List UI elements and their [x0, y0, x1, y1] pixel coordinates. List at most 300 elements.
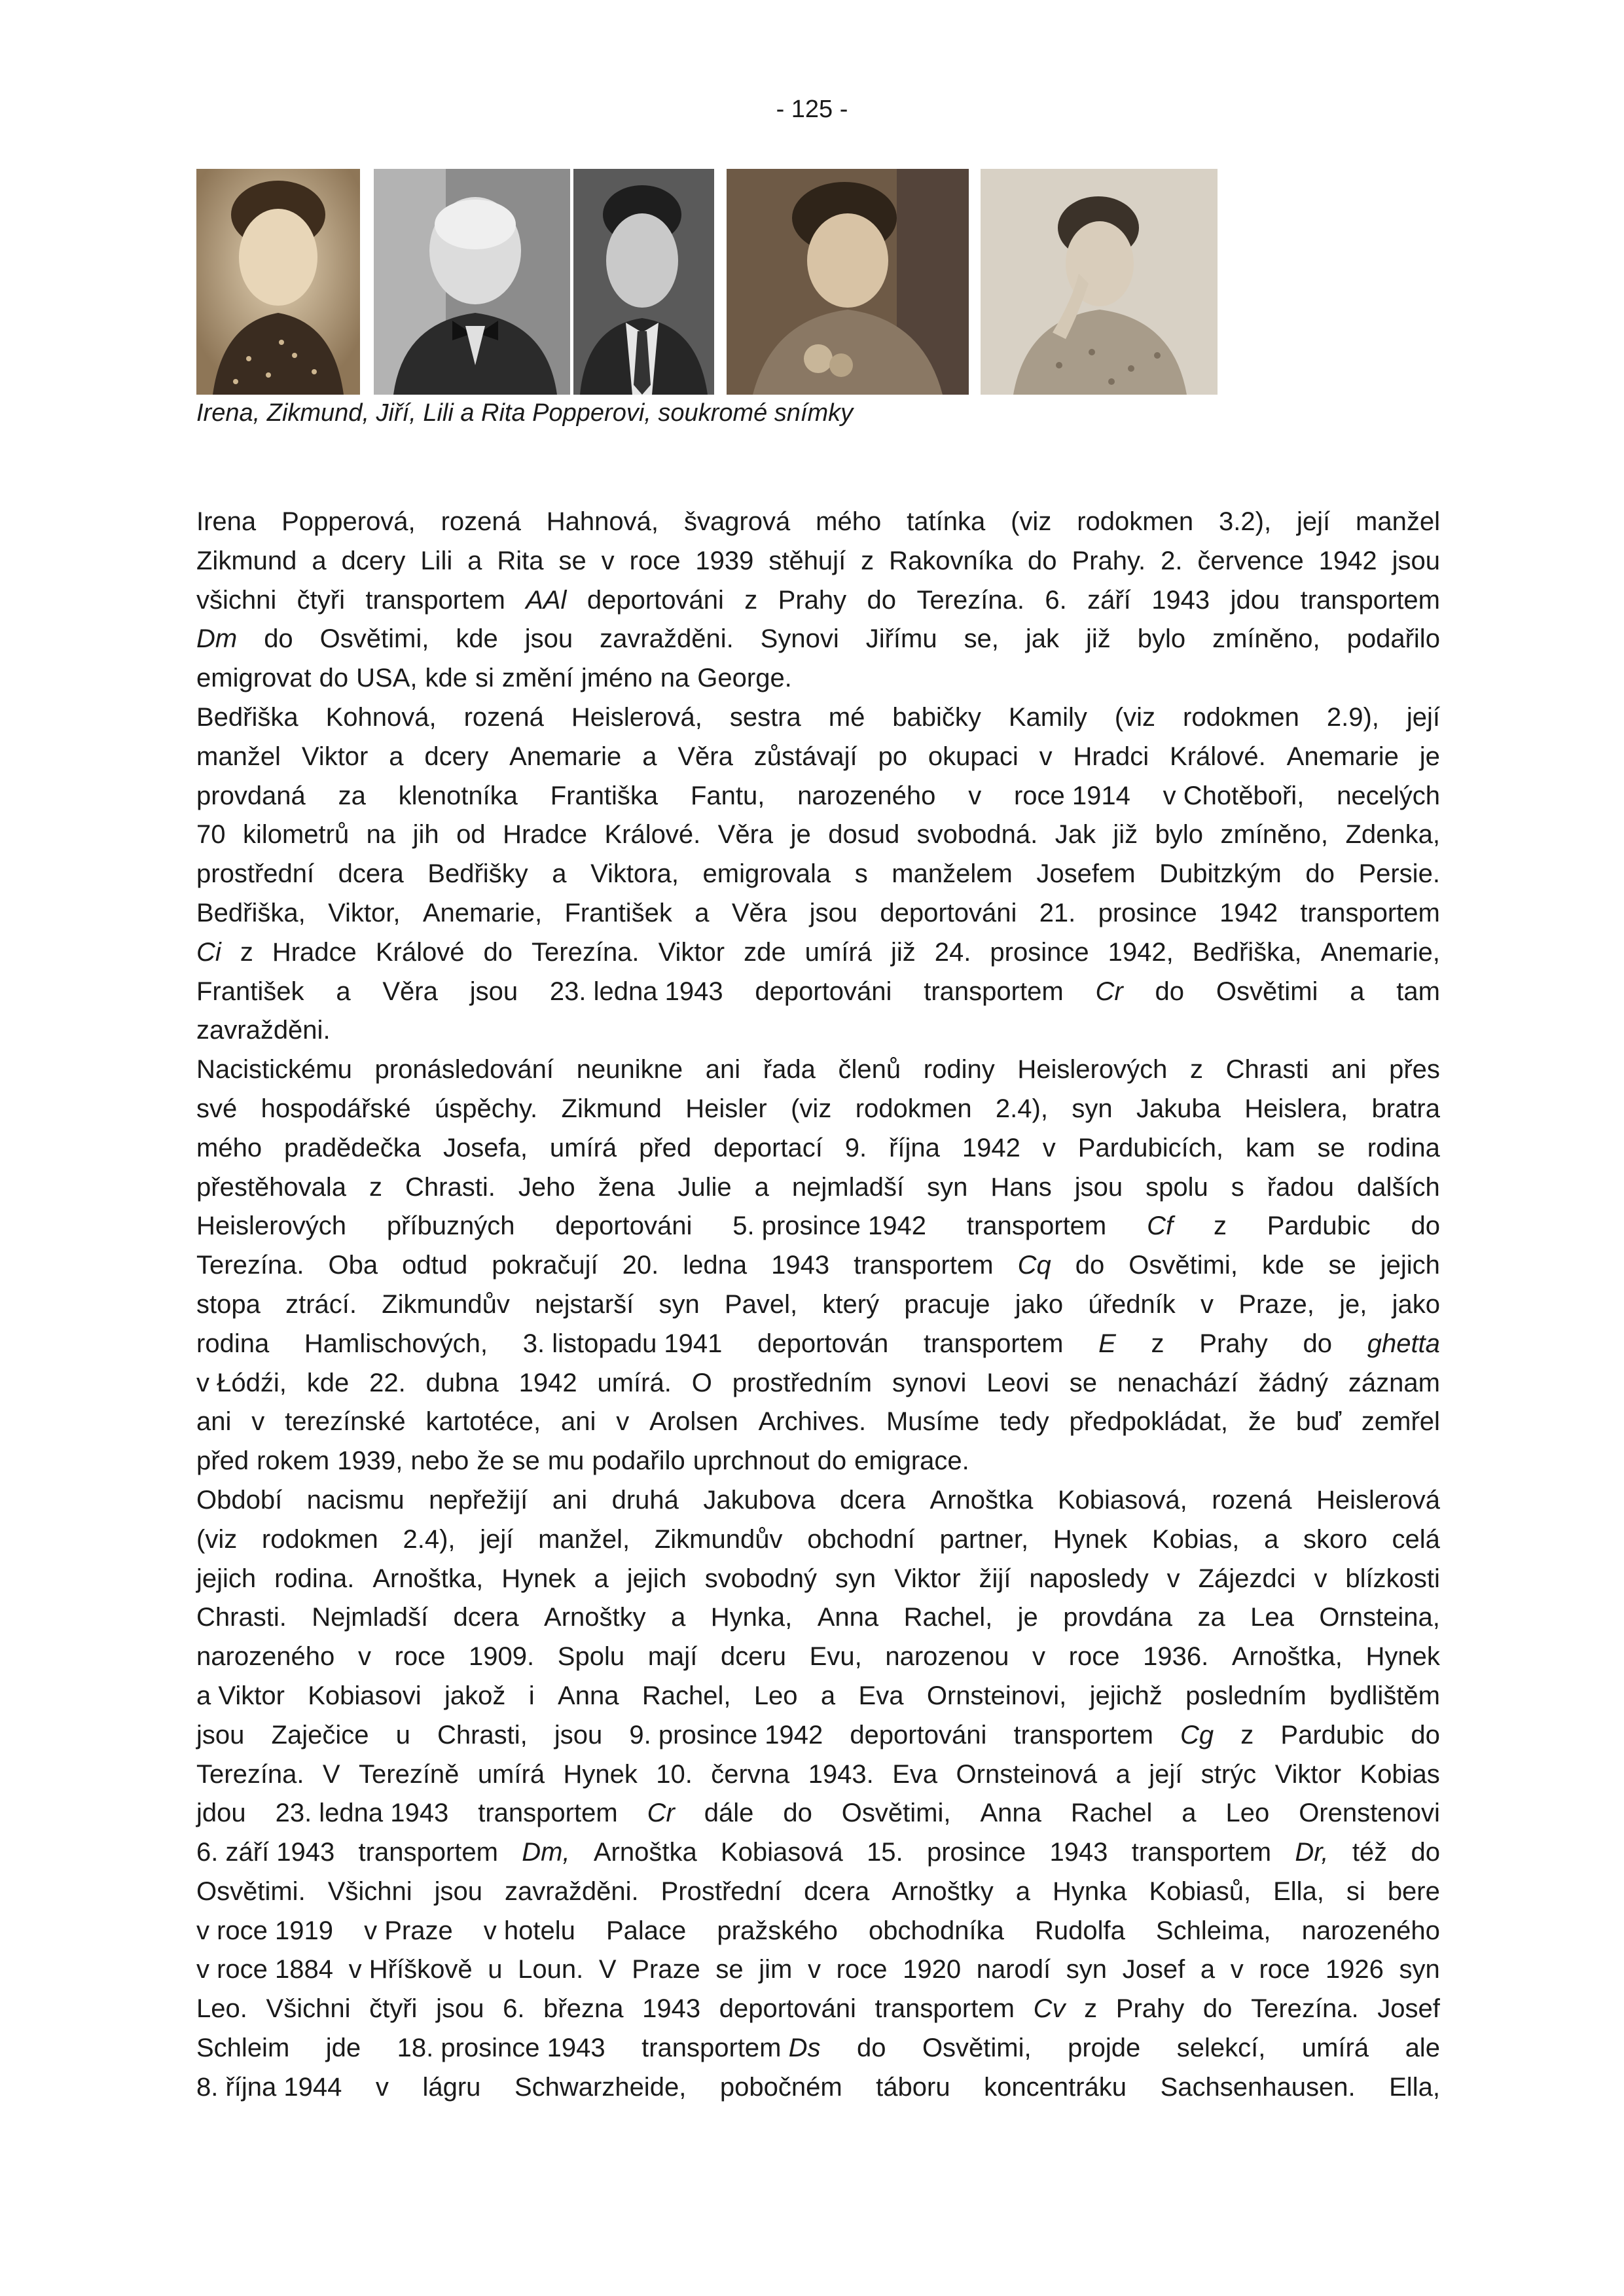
word: z	[1151, 1329, 1164, 1358]
word: Bedřiška,	[1192, 937, 1302, 967]
text-line	[196, 1638, 1440, 1677]
word: Hynek	[1053, 1524, 1128, 1554]
word: do	[1075, 1251, 1105, 1280]
word: Arolsen	[649, 1407, 738, 1437]
word: 24.	[934, 937, 971, 967]
word: Heislerová	[1316, 1485, 1440, 1515]
word: a	[1200, 1955, 1216, 1984]
word: Fantu,	[690, 781, 765, 810]
text-line	[196, 1560, 1440, 1599]
word: je,	[1339, 1289, 1367, 1319]
word: v Hříškově	[348, 1955, 473, 1984]
word: do	[1411, 1211, 1440, 1241]
word: a	[389, 742, 404, 771]
word: hospodářské	[261, 1094, 411, 1123]
text-line	[196, 1403, 1440, 1442]
word: Ella,	[1273, 1876, 1324, 1906]
word: a	[1115, 1759, 1130, 1789]
word: Ci	[196, 937, 221, 967]
word: s	[854, 859, 868, 889]
word: zemřel	[1361, 1407, 1440, 1437]
word: řada	[763, 1055, 816, 1085]
word: úspěchy.	[435, 1094, 538, 1123]
word: pronásledování	[374, 1055, 554, 1085]
text-line	[196, 620, 1440, 659]
word: čtyři	[369, 1994, 418, 2024]
word: Zikmund	[196, 546, 297, 575]
word: jsou	[436, 1994, 484, 2024]
word: se	[1317, 1133, 1345, 1162]
word: Zikmund	[561, 1094, 662, 1123]
word: v	[1166, 1564, 1180, 1593]
word: zmíněno,	[1220, 820, 1329, 850]
word: kde	[306, 1368, 350, 1397]
word: Zikmundův	[382, 1289, 510, 1319]
word: z	[1084, 1994, 1098, 2024]
word: Věra	[677, 742, 733, 771]
word: na	[660, 664, 690, 693]
word: jméno	[581, 664, 653, 693]
word: František	[196, 977, 304, 1006]
word: Bedřiška,	[196, 898, 306, 927]
text-line	[196, 1246, 1440, 1285]
word: deportováni	[555, 1211, 693, 1241]
word: a	[820, 1681, 836, 1710]
word: O	[691, 1368, 712, 1397]
word: záznam	[1348, 1368, 1440, 1397]
word: z	[744, 585, 758, 615]
text-line	[196, 1481, 1440, 1520]
word: neunikne	[576, 1055, 683, 1085]
word: Cv	[1033, 1994, 1066, 2024]
word: její	[480, 1524, 514, 1554]
word: Persie.	[1358, 859, 1440, 889]
word: se	[715, 1955, 744, 1984]
word: před	[196, 1446, 249, 1476]
text-line	[196, 1285, 1440, 1325]
word: do	[856, 2034, 886, 2063]
word: jsou	[434, 1876, 483, 1906]
word: 10.	[656, 1759, 693, 1789]
word: Eva	[858, 1681, 904, 1710]
word: 9. prosince 1942	[629, 1720, 823, 1749]
word: syn	[659, 1289, 700, 1319]
text-line	[196, 1520, 1440, 1560]
word: s	[1231, 1172, 1244, 1202]
text-line	[196, 1050, 1440, 1090]
word: Nejmladší	[312, 1603, 429, 1632]
word: Prostřední	[660, 1876, 782, 1906]
word: dále	[704, 1799, 754, 1828]
word: tam	[1396, 977, 1440, 1006]
word: v Łódźi,	[196, 1368, 287, 1397]
word: Anemarie	[1286, 742, 1399, 771]
word: Eva	[892, 1759, 938, 1789]
word: okupaci	[928, 742, 1019, 771]
word: emigrovala	[702, 859, 831, 889]
word: nejmladší	[791, 1172, 905, 1202]
word: ghetta	[1367, 1329, 1440, 1358]
word: selekcí,	[1176, 2034, 1266, 2063]
word: že	[1248, 1407, 1276, 1437]
word: Hamlischových,	[304, 1329, 488, 1358]
word: Rachel	[1070, 1799, 1153, 1828]
word: rodina.	[274, 1564, 355, 1593]
word: Hynka,	[710, 1603, 793, 1632]
text-line	[196, 698, 1440, 738]
word: Rachel,	[903, 1603, 993, 1632]
word: Cr	[647, 1799, 675, 1828]
word: nepřežijí	[429, 1485, 528, 1515]
word: dosud	[828, 820, 900, 850]
photo-irena	[196, 169, 360, 395]
word: Praze	[632, 1955, 700, 1984]
word: roce 1914	[1013, 781, 1130, 810]
word: dcera	[840, 1485, 906, 1515]
word: zavražděni.	[600, 624, 734, 654]
word: který	[822, 1289, 880, 1319]
word: transportem	[924, 1329, 1064, 1358]
word: z	[1190, 1055, 1204, 1085]
word: Leo	[1225, 1799, 1270, 1828]
word: ledna	[683, 1251, 748, 1280]
word: se	[558, 546, 586, 575]
word: jejich	[626, 1564, 687, 1593]
word: partner,	[939, 1524, 1029, 1554]
word: transportem	[854, 1251, 994, 1280]
word: Františka	[550, 781, 659, 810]
word: Viktora,	[590, 859, 679, 889]
word: podařilo	[1346, 624, 1440, 654]
word: zde	[744, 937, 786, 967]
word: již	[890, 937, 916, 967]
word: 20.	[622, 1251, 659, 1280]
word: a	[1182, 1799, 1197, 1828]
word: v	[601, 546, 615, 575]
word: z	[861, 546, 875, 575]
word: do	[1411, 1720, 1440, 1749]
word: zavražděni.	[505, 1876, 639, 1906]
word: v	[968, 781, 982, 810]
word: a	[467, 546, 482, 575]
word: Julie	[677, 1172, 732, 1202]
word: podařilo	[592, 1446, 685, 1476]
word: dcera	[804, 1876, 870, 1906]
text-line	[196, 1677, 1440, 1716]
word: si	[1346, 1876, 1365, 1906]
word: rodokmen	[1077, 507, 1194, 536]
word: 1942	[1318, 546, 1377, 575]
word: Kobiasová	[720, 1838, 843, 1867]
word: v	[251, 1407, 265, 1437]
word: v Praze	[364, 1916, 453, 1945]
word: do	[1411, 1838, 1440, 1867]
word: Sachsenhausen.	[1160, 2072, 1356, 2102]
word: března	[543, 1994, 624, 2024]
word: deportován	[757, 1329, 889, 1358]
word: pokračují	[492, 1251, 598, 1280]
word: Hahnová,	[546, 507, 659, 536]
word: mého	[816, 507, 882, 536]
word: a	[1350, 977, 1365, 1006]
word: tatínka	[907, 507, 986, 536]
word: USA,	[356, 664, 418, 693]
word: v	[375, 2072, 389, 2102]
text-line	[196, 1716, 1440, 1755]
word: syn	[835, 1564, 876, 1593]
word: Josef	[1122, 1955, 1185, 1984]
word: druhá	[611, 1485, 679, 1515]
word: jakož	[444, 1681, 506, 1710]
word: táboru	[876, 2072, 950, 2102]
word: dcera	[453, 1603, 519, 1632]
text-line	[196, 1129, 1440, 1168]
word: spolu	[1146, 1172, 1208, 1202]
word: Chrasti	[1225, 1055, 1309, 1085]
word: 15.	[867, 1838, 903, 1867]
word: prosince	[926, 1838, 1026, 1867]
word: obchodníka	[869, 1916, 1004, 1945]
word: je	[1017, 1603, 1038, 1632]
word: prostředním	[732, 1368, 873, 1397]
word: jsou	[524, 624, 573, 654]
word: Anna	[817, 1603, 879, 1632]
word: Osvětimi,	[319, 624, 429, 654]
word: umírá	[804, 937, 872, 967]
word: Bedřiška	[196, 702, 298, 732]
word: června	[711, 1759, 790, 1789]
word: září	[1087, 585, 1131, 615]
word: Rakovníka	[889, 546, 1013, 575]
word: a	[754, 1172, 769, 1202]
word: nebo	[410, 1446, 469, 1476]
word: švagrová	[683, 507, 791, 536]
word: roce	[394, 1642, 446, 1672]
word: Arnoštka	[593, 1838, 697, 1867]
word: 1920	[903, 1955, 962, 1984]
word: dubna	[425, 1368, 499, 1397]
word: 1943	[1049, 1838, 1108, 1867]
word: 3. listopadu 1941	[522, 1329, 723, 1358]
page-number: - 125 -	[776, 96, 848, 123]
word: jsou	[196, 1720, 245, 1749]
text-line	[196, 816, 1440, 855]
word: Kobiasovi	[308, 1681, 422, 1710]
word: Prahy	[1199, 1329, 1268, 1358]
word: roce	[836, 1955, 888, 1984]
word: babičky	[892, 702, 981, 732]
word: bylo	[1137, 624, 1186, 654]
word: transportem	[924, 977, 1064, 1006]
word: roce	[629, 546, 681, 575]
word: ani	[705, 1055, 741, 1085]
word: v	[357, 1642, 371, 1672]
word: kde	[1261, 1251, 1305, 1280]
word: je	[790, 820, 811, 850]
word: jejichž	[1089, 1681, 1163, 1710]
word: roce	[1259, 1955, 1310, 1984]
word: do	[264, 624, 293, 654]
word: svobodný	[704, 1564, 817, 1593]
word: kde	[425, 664, 467, 693]
word: Ornsteinovi,	[926, 1681, 1067, 1710]
word: Arnoštky	[892, 1876, 994, 1906]
word: Kobias,	[1151, 1524, 1240, 1554]
word: Králové	[375, 937, 465, 967]
word: Bedřišky	[427, 859, 528, 889]
text-line	[196, 894, 1440, 933]
word: do	[1028, 546, 1057, 575]
word: Hradce	[272, 937, 357, 967]
photo-lili	[727, 169, 969, 395]
word: kilometrů	[242, 820, 350, 850]
text-line	[196, 1168, 1440, 1208]
word: transportem	[1131, 1838, 1272, 1867]
word: rodina	[196, 1329, 270, 1358]
word: je	[1419, 742, 1440, 771]
word: Arnoštka,	[372, 1564, 484, 1593]
word: Viktor	[658, 937, 725, 967]
word: Anemarie	[509, 742, 622, 771]
word: jdou	[1230, 585, 1280, 615]
word: žádný	[1258, 1368, 1329, 1397]
word: ani	[552, 1485, 588, 1515]
word: roce	[1068, 1642, 1120, 1672]
word: Anna	[558, 1681, 619, 1710]
word: Prahy.	[1072, 546, 1146, 575]
word: Schleim	[196, 2034, 290, 2063]
word: v	[1042, 1133, 1056, 1162]
word: na	[366, 820, 396, 850]
word: úředník	[1088, 1289, 1176, 1319]
word: rodokmen	[1183, 702, 1299, 732]
word: deportací	[713, 1133, 823, 1162]
word: Zájezdci	[1198, 1564, 1296, 1593]
word: jako	[1392, 1289, 1440, 1319]
word: Dm,	[522, 1838, 570, 1867]
text-line	[196, 1794, 1440, 1833]
word: syn	[1399, 1955, 1440, 1984]
word: transportem	[1300, 898, 1440, 927]
word: Jakuba	[1136, 1094, 1221, 1123]
word: blízkosti	[1345, 1564, 1440, 1593]
word: bylo	[1155, 820, 1204, 850]
word: pradědečka	[284, 1133, 422, 1162]
word: její	[1296, 507, 1331, 536]
word: Arnoštka,	[1231, 1642, 1343, 1672]
word: jih	[412, 820, 439, 850]
word: u	[395, 1720, 410, 1749]
word: Rachel,	[641, 1681, 731, 1710]
word: Králové.	[1170, 742, 1266, 771]
word: naposledy	[1029, 1564, 1149, 1593]
word: Jeho	[518, 1172, 575, 1202]
text-line	[196, 1833, 1440, 1873]
word: jako	[1015, 1289, 1064, 1319]
word: transportem	[478, 1799, 618, 1828]
word: rokem	[257, 1446, 330, 1476]
word: mají	[647, 1642, 698, 1672]
text-line	[196, 2029, 1440, 2068]
word: odtud	[402, 1251, 468, 1280]
word: dcery	[424, 742, 489, 771]
word: transportem	[875, 1994, 1015, 2024]
word: 22.	[369, 1368, 406, 1397]
word: mé	[828, 702, 865, 732]
word: 6.	[503, 1994, 525, 2024]
word: dceru	[720, 1642, 787, 1672]
word: transportem	[358, 1838, 498, 1867]
word: bydlištěm	[1329, 1681, 1440, 1710]
word: rozená	[441, 507, 521, 536]
word: Rita	[497, 546, 544, 575]
word: terezínské	[285, 1407, 406, 1437]
word: 6.	[1045, 585, 1067, 615]
word: Dr,	[1295, 1838, 1329, 1867]
word: Zikmundův	[654, 1524, 783, 1554]
word: Viktor,	[328, 898, 401, 927]
word: čtyři	[297, 585, 345, 615]
word: deportováni	[719, 1994, 856, 2024]
word: 5. prosince 1942	[732, 1211, 926, 1241]
word: Chrasti.	[196, 1603, 287, 1632]
word: Anemarie,	[1320, 937, 1440, 967]
word: Chrasti,	[437, 1720, 528, 1749]
word: rodokmen	[261, 1524, 378, 1554]
word: v hotelu	[483, 1916, 575, 1945]
word: po	[878, 742, 907, 771]
word: 1936.	[1143, 1642, 1209, 1672]
word: syn	[1066, 1955, 1108, 1984]
word: v	[616, 1407, 630, 1437]
text-line	[196, 581, 1440, 620]
word: posledním	[1185, 1681, 1307, 1710]
word: Ornsteinová	[956, 1759, 1098, 1789]
text-line	[196, 1011, 1440, 1050]
word: Osvětimi,	[922, 2034, 1032, 2063]
word: narodí	[976, 1955, 1051, 1984]
word: Leo	[753, 1681, 798, 1710]
word: celá	[1392, 1524, 1440, 1554]
word: ani	[1331, 1055, 1367, 1085]
text-line	[196, 659, 1440, 698]
word: Viktor	[301, 742, 369, 771]
word: sestra	[729, 702, 801, 732]
photo-zikmund	[374, 169, 570, 395]
word: a	[312, 546, 327, 575]
word: nacismu	[306, 1485, 405, 1515]
word: Králové.	[604, 820, 701, 850]
word: Ornsteina,	[1319, 1603, 1440, 1632]
word: Všichni	[327, 1876, 412, 1906]
word: buď	[1295, 1407, 1342, 1437]
word: Josef	[1377, 1994, 1440, 2024]
word: 2.	[1161, 546, 1183, 575]
word: 1939	[695, 546, 754, 575]
word: Věra	[382, 977, 438, 1006]
word: Věra	[731, 898, 787, 927]
word: Heislerových	[1017, 1055, 1168, 1085]
word: Pavel,	[724, 1289, 798, 1319]
word: prosince	[990, 937, 1089, 967]
word: stěhují	[768, 546, 846, 575]
text-line	[196, 1755, 1440, 1795]
word: členů	[838, 1055, 901, 1085]
word: Ella,	[1389, 2072, 1440, 2102]
word: transportem	[1013, 1720, 1153, 1749]
word: v	[807, 1955, 821, 1984]
word: 2.4),	[403, 1524, 456, 1554]
